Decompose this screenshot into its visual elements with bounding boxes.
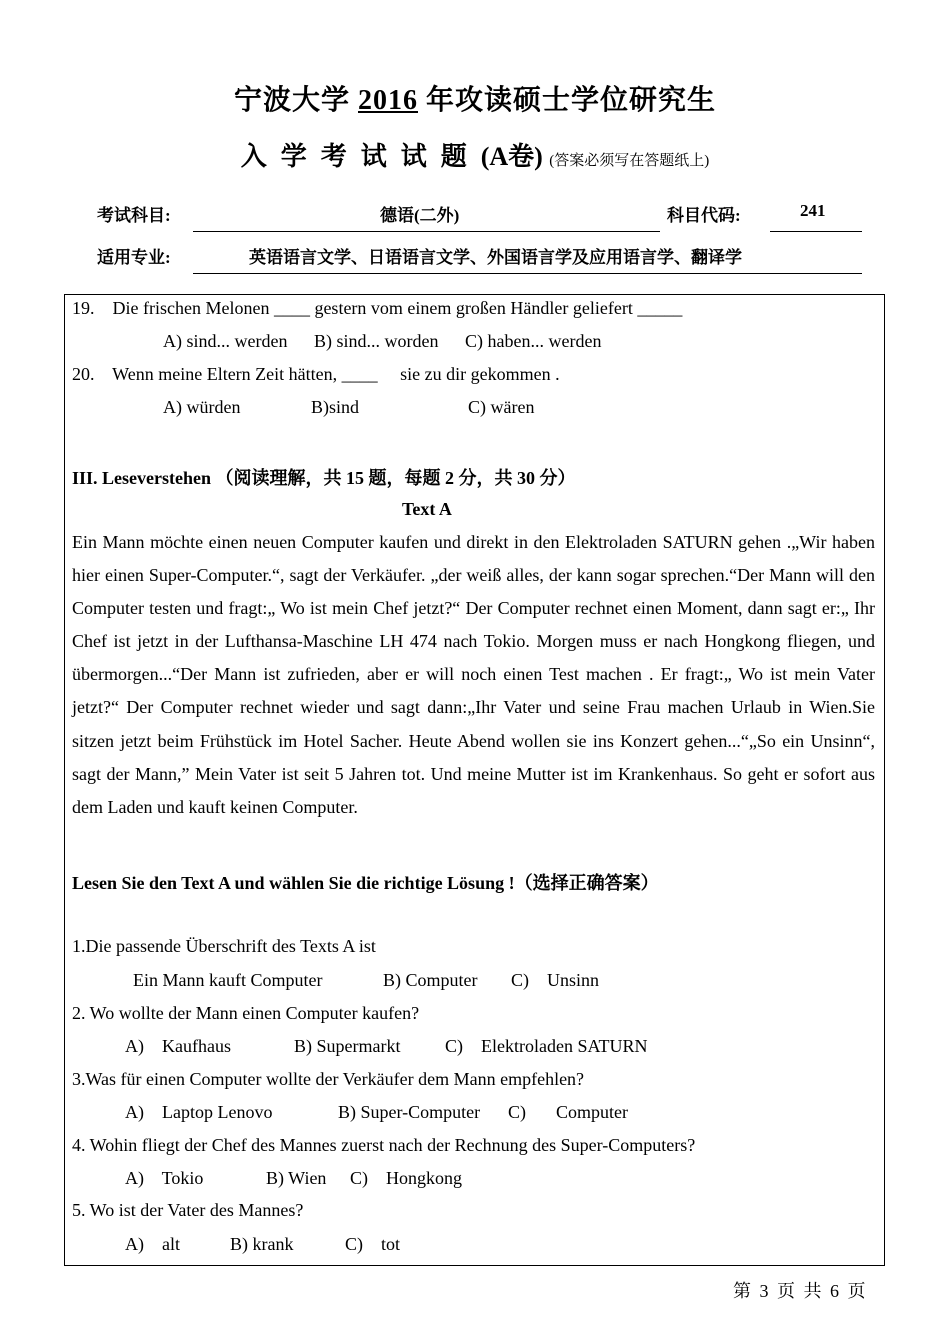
subtitle-note: (答案必须写在答题纸上)	[549, 153, 710, 169]
rq2-option-c: C) Elektroladen SATURN	[445, 1036, 648, 1056]
rq5-option-c: C) tot	[345, 1234, 401, 1254]
subject-underline	[193, 231, 660, 232]
exam-title: 宁波大学 2016 年攻读硕士学位研究生	[233, 85, 717, 116]
code-value: 241	[800, 201, 826, 220]
question-20: 20. Wenn meine Eltern Zeit hätten, ____ sie zu dir gekommen .	[72, 364, 560, 384]
subject-label: 考试科目:	[97, 206, 171, 225]
q20-option-c: C) wären	[468, 397, 535, 417]
rq4-option-a: A) Tokio	[125, 1168, 204, 1188]
q19-option-c: C) haben... werden	[465, 331, 602, 351]
reading-question-5: 5. Wo ist der Vater des Mannes?	[72, 1200, 304, 1220]
q19-option-b: B) sind... worden	[314, 331, 439, 351]
q20-option-a: A) würden	[163, 397, 241, 417]
code-label: 科目代码:	[667, 206, 741, 225]
reading-question-4: 4. Wohin fliegt der Chef des Mannes zuerst nach der Rechnung des Super-Computers?	[72, 1135, 696, 1155]
rq3-option-c-text: Computer	[556, 1102, 628, 1122]
subject-value: 德语(二外)	[380, 206, 460, 225]
reading-question-2: 2. Wo wollte der Mann einen Computer kaufen?	[72, 1003, 420, 1023]
major-value: 英语语言文学、日语语言文学、外国语言学及应用语言学、翻译学	[249, 248, 742, 267]
page-number: 第 3 页 共 6 页	[733, 1281, 868, 1301]
major-underline	[193, 273, 862, 274]
rq3-option-c-letter: C)	[508, 1102, 526, 1122]
reading-passage: Ein Mann möchte einen neuen Computer kaufen und direkt in den Elektroladen SATURN gehen .„Wir haben hier einen Super-Computer.“, sagt der Verkäufer. „der weiß alles, der kann sogar sprechen.“Der Mann will den Computer testen und fragt:„ Wo ist mein Chef jetzt?“ Der Computer rechnet einen Moment, dann sagt er:„ Ihr Chef ist jetzt in der Lufthansa-Maschine LH 474 nach Tokio. Morgen muss er nach Hongkong fliegen, und übermorgen...“Der Mann ist zufrieden, aber er will noch einen Test machen . Er fragt:„ Wo ist mein Vater jetzt?“ Der Computer rechnet wieder und sagt dann:„Ihr Vater und seine Frau machen Urlaub in Wien.Sie sitzen jetzt beim Frühstück im Hotel Sacher. Heute Abend wollen sie ins Konzert gehen...“„So ein Unsinn“, sagt der Mann,” Mein Vater ist seit 5 Jahren tot. Und meine Mutter ist im Krankenhaus. So geht er sofort aus dem Laden und kauft keinen Computer.	[72, 532, 875, 817]
reading-question-1: 1.Die passende Überschrift des Texts A ist	[72, 936, 376, 956]
rq1-option-b: B) Computer	[383, 970, 478, 990]
q19-option-a: A) sind... werden	[163, 331, 288, 351]
reading-question-3: 3.Was für einen Computer wollte der Verkäufer dem Mann empfehlen?	[72, 1069, 585, 1089]
rq2-option-b: B) Supermarkt	[294, 1036, 401, 1056]
text-title: Text A	[402, 499, 452, 519]
question-19: 19. Die frischen Melonen ____ gestern vom einem großen Händler geliefert _____	[72, 298, 683, 318]
rq1-option-a: Ein Mann kauft Computer	[133, 970, 323, 990]
major-label: 适用专业:	[97, 248, 171, 267]
section-heading: III. Leseverstehen （阅读理解，共 15 题，每题 2 分，共 30 分）	[72, 468, 576, 488]
code-underline	[770, 231, 862, 232]
rq4-option-c: C) Hongkong	[350, 1168, 462, 1188]
rq1-option-c: C) Unsinn	[511, 970, 600, 990]
q20-option-b: B)sind	[311, 397, 360, 417]
exam-subtitle: 入学考试试题(A卷) (答案必须写在答题纸上)	[240, 142, 710, 171]
rq4-option-b: B) Wien	[266, 1168, 327, 1188]
exam-year: 2016	[358, 85, 418, 116]
rq5-option-b: B) krank	[230, 1234, 294, 1254]
rq5-option-a: A) alt	[125, 1234, 180, 1254]
reading-instruction: Lesen Sie den Text A und wählen Sie die richtige Lösung !（选择正确答案）	[72, 873, 659, 893]
rq3-option-a: A) Laptop Lenovo	[125, 1102, 273, 1122]
rq3-option-b: B) Super-Computer	[338, 1102, 481, 1122]
rq2-option-a: A) Kaufhaus	[125, 1036, 231, 1056]
